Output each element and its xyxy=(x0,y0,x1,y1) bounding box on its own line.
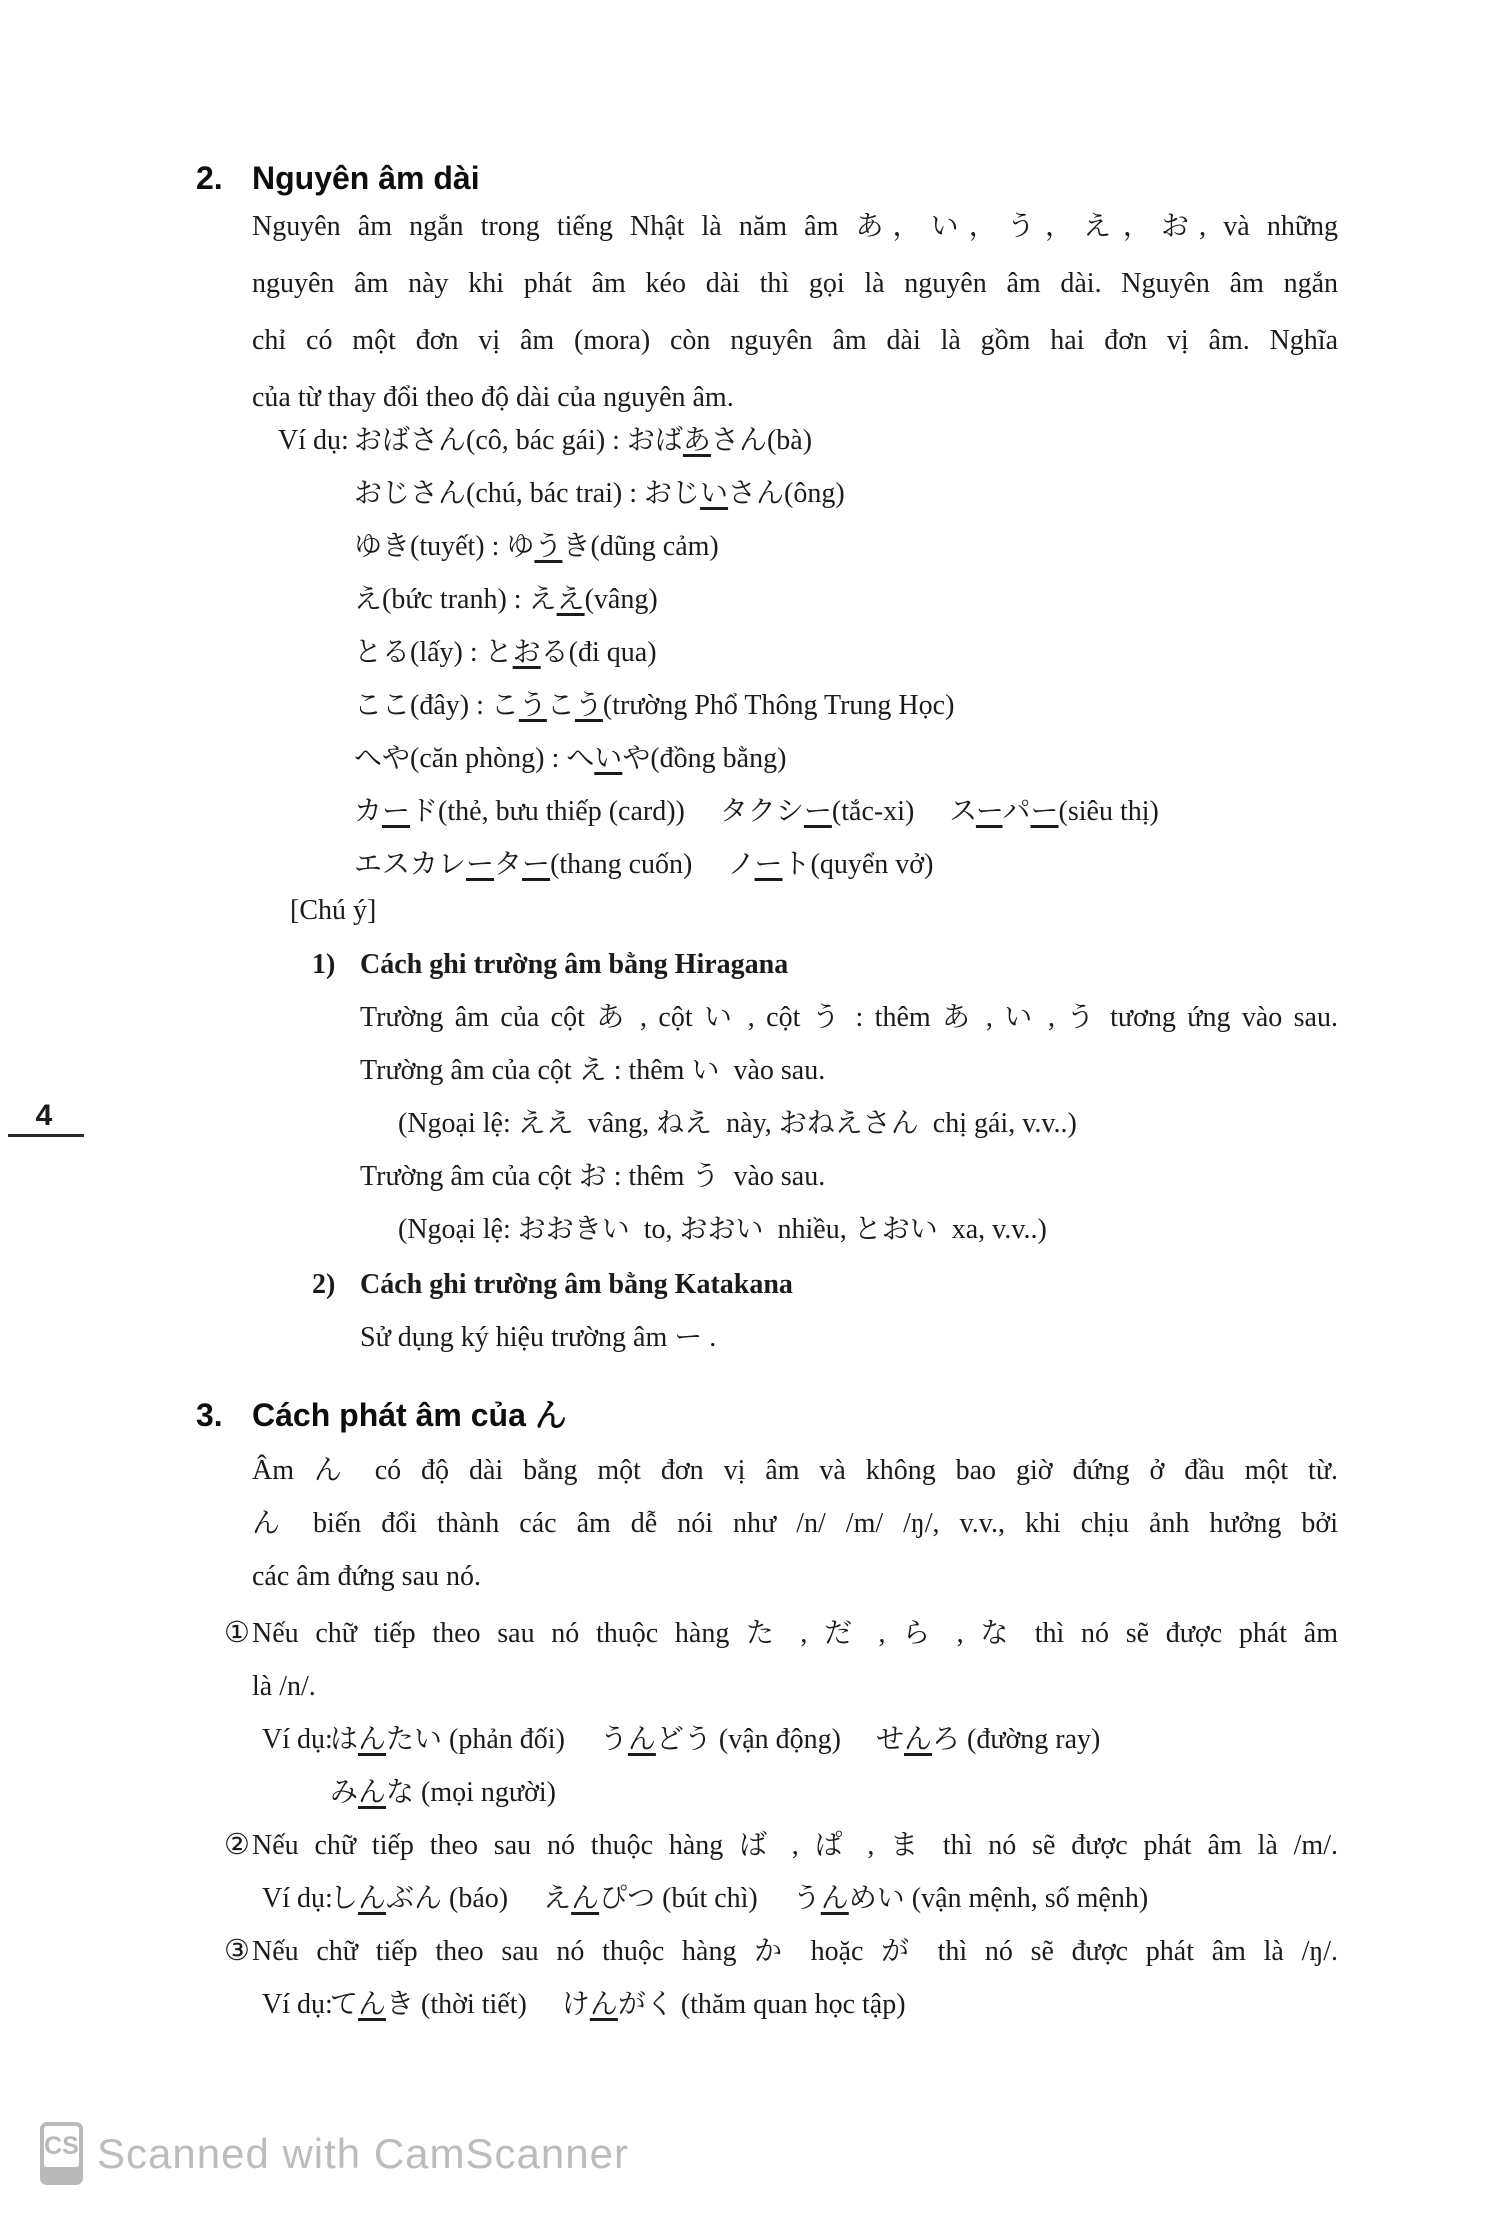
section-3-items xyxy=(224,1607,1338,2031)
section-3-title: Cách phát âm của ん xyxy=(252,1397,567,1433)
s3-paragraph-line-1: Âm ん có độ dài bằng một đơn vị âm và không bao giờ đứng ở đầu một từ. xyxy=(252,1455,1338,1486)
item-1-example-line-1: はんたい (phản đối) うんどう (vận động) せんろ (đường ray) xyxy=(330,1724,1101,1755)
s3-paragraph-line-3: các âm đứng sau nó. xyxy=(252,1561,481,1592)
paragraph-line-1: Nguyên âm ngắn trong tiếng Nhật là năm âm あ，い，う，え，お, và những xyxy=(252,211,1338,242)
paragraph-line-2: nguyên âm này khi phát âm kéo dài thì gọi là nguyên âm dài. Nguyên âm ngắn xyxy=(252,268,1338,299)
note-2-line-1: Sử dụng ký hiệu trường âm ー . xyxy=(360,1322,717,1353)
item-3-example-label: Ví dụ: xyxy=(262,1989,333,2020)
item-1-example xyxy=(224,1713,1338,1766)
item-2-line-1: Nếu chữ tiếp theo sau nó thuộc hàng ば , ぱ , ま thì nó sẽ được phát âm là /m/. xyxy=(252,1830,1338,1861)
item-3-example xyxy=(224,1978,1338,2031)
note-2-number: 2) xyxy=(312,1269,336,1300)
note-1-number: 1) xyxy=(312,949,336,980)
camscanner-footer xyxy=(0,2112,1504,2202)
paragraph-line-4: của từ thay đổi theo độ dài của nguyên âm. xyxy=(252,382,734,413)
item-1-example-label: Ví dụ: xyxy=(262,1724,333,1755)
example-label: Ví dụ: xyxy=(278,425,349,456)
note-1-title: Cách ghi trường âm bằng Hiragana xyxy=(360,949,789,980)
section-3-number: 3. xyxy=(196,1397,223,1433)
example-line-4: え(bức tranh) : ええ(vâng) xyxy=(354,584,658,615)
item-1-example-line-2: みんな (mọi người) xyxy=(330,1777,557,1808)
item-1-marker: ① xyxy=(224,1617,250,1649)
item-2-row xyxy=(224,1819,1338,1872)
item-2-example-line-1: しんぶん (báo) えんぴつ (bút chì) うんめい (vận mệnh, số mệnh) xyxy=(330,1883,1149,1914)
example-line-9: エスカレーター(thang cuốn) ノート(quyển vở) xyxy=(354,849,934,880)
section-2-heading xyxy=(196,158,480,198)
example-line-2: おじさん(chú, bác trai) : おじいさん(ông) xyxy=(354,478,845,509)
example-line-6: ここ(đây) : こうこう(trường Phổ Thông Trung Học) xyxy=(354,690,955,721)
item-3-line-1: Nếu chữ tiếp theo sau nó thuộc hàng か hoặc が thì nó sẽ được phát âm là /ŋ/. xyxy=(252,1936,1338,1967)
note-1-body xyxy=(360,991,1338,1256)
section-3-heading xyxy=(196,1395,567,1435)
item-1-row xyxy=(224,1607,1338,1660)
section-2-title: Nguyên âm dài xyxy=(252,160,480,196)
note-2-body xyxy=(360,1311,1338,1364)
note-2-katakana xyxy=(312,1258,1338,1364)
item-2-example xyxy=(224,1872,1338,1925)
example-line-3: ゆき(tuyết) : ゆうき(dũng cảm) xyxy=(354,531,719,562)
example-line-1: おばさん(cô, bác gái) : おばあさん(bà) xyxy=(354,425,813,456)
note-1-line-3: (Ngoại lệ: ええ vâng, ねえ này, おねえさん chị gái, v.v..) xyxy=(398,1108,1077,1139)
item-1-line-2: là /n/. xyxy=(252,1671,316,1702)
note-label: [Chú ý] xyxy=(290,895,377,926)
item-2-marker: ② xyxy=(224,1829,250,1861)
section-2-example-list xyxy=(278,414,1159,891)
page-number-rule xyxy=(8,1134,84,1137)
s3-paragraph-line-2: ん biến đổi thành các âm dễ nói như /n/ /m/ /ŋ/, v.v., khi chịu ảnh hưởng bởi xyxy=(252,1508,1338,1539)
note-1-line-4: Trường âm của cột お : thêm う vào sau. xyxy=(360,1161,826,1192)
item-3-row xyxy=(224,1925,1338,1978)
camscanner-logo-letters: CS xyxy=(44,2126,79,2167)
example-line-8: カード(thẻ, bưu thiếp (card)) タクシー(tắc-xi) スーパー(siêu thị) xyxy=(354,796,1159,827)
page-number: 4 xyxy=(35,1099,53,1132)
note-2-title: Cách ghi trường âm bằng Katakana xyxy=(360,1269,793,1300)
note-2-heading xyxy=(312,1258,1338,1311)
section-2-paragraph xyxy=(252,198,1338,426)
item-1-line-1: Nếu chữ tiếp theo sau nó thuộc hàng た , だ , ら , な thì nó sẽ được phát âm xyxy=(252,1618,1338,1649)
section-3-paragraph xyxy=(252,1444,1338,1603)
item-1-example-cont xyxy=(224,1766,1338,1819)
camscanner-watermark-text: Scanned with CamScanner xyxy=(97,2130,629,2177)
item-3-example-line-1: てんき (thời tiết) けんがく (thăm quan học tập) xyxy=(330,1989,906,2020)
note-1-line-1: Trường âm của cột あ , cột い , cột う : thêm あ , い , う tương ứng vào sau. xyxy=(360,1002,1338,1033)
paragraph-line-3: chỉ có một đơn vị âm (mora) còn nguyên âm dài là gồm hai đơn vị âm. Nghĩa xyxy=(252,325,1338,356)
camscanner-logo-icon xyxy=(40,2122,83,2185)
item-3-marker: ③ xyxy=(224,1935,250,1967)
note-1-hiragana xyxy=(312,938,1338,1256)
item-2-example-label: Ví dụ: xyxy=(262,1883,333,1914)
example-line-5: とる(lấy) : とおる(đi qua) xyxy=(354,637,657,668)
note-1-heading xyxy=(312,938,1338,991)
note-1-line-2: Trường âm của cột え : thêm い vào sau. xyxy=(360,1055,826,1086)
example-line-7: へや(căn phòng) : へいや(đồng bằng) xyxy=(354,743,787,774)
section-2-number: 2. xyxy=(196,160,223,196)
note-1-line-5: (Ngoại lệ: おおきい to, おおい nhiều, とおい xa, v.v..) xyxy=(398,1214,1047,1245)
